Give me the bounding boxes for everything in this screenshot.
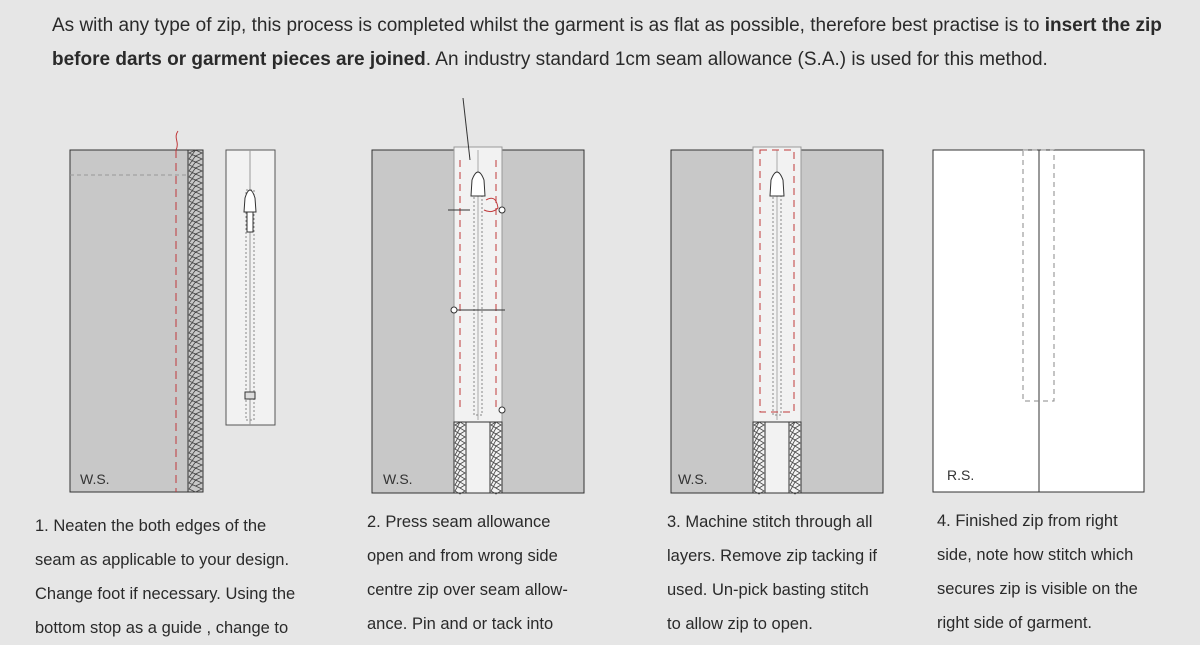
step-2-caption — [367, 505, 568, 641]
step-3-line-3: used. Un-pick basting stitch — [667, 581, 869, 599]
intro-bold-text: insert the zip before darts or garment pieces are joined — [52, 15, 1162, 70]
step-2-line-3: centre zip over seam allow- — [367, 581, 568, 599]
step-4-line-3: secures zip is visible on the — [937, 580, 1138, 598]
fig2-label: W.S. — [383, 471, 413, 487]
fig1-label: W.S. — [80, 471, 110, 487]
step-2-line-2: open and from wrong side — [367, 547, 558, 565]
intro-text-2: . An industry standard 1cm seam allowance (S.A.) is used for this method. — [425, 49, 1048, 70]
step-4-line-2: side, note how stitch which — [937, 546, 1134, 564]
step-1-line-3: Change foot if necessary. Using the — [35, 585, 296, 603]
intro-text-1: As with any type of zip, this process is completed whilst the garment is as flat as possible, therefore best practise is to — [52, 15, 1045, 36]
step-2-line-4: ance. Pin and or tack into — [367, 615, 554, 633]
step-1-caption — [35, 509, 295, 645]
step-2-line-1: 2. Press seam allowance — [367, 513, 551, 531]
step-3-line-4: to allow zip to open. — [667, 615, 813, 633]
step-3-caption — [667, 505, 877, 641]
step-4-line-4: right side of garment. — [937, 614, 1092, 632]
step-4-line-1: 4. Finished zip from right — [937, 512, 1118, 530]
step-3-line-2: layers. Remove zip tacking if — [667, 547, 877, 565]
fig4-label: R.S. — [947, 467, 975, 483]
step-1-line-1: 1. Neaten the both edges of the — [35, 517, 267, 535]
step-1-line-4: bottom stop as a guide , change to — [35, 619, 289, 637]
fig3-label: W.S. — [678, 471, 708, 487]
step-1-line-2: seam as applicable to your design. — [35, 551, 290, 569]
step-4-caption — [937, 504, 1138, 640]
step-3-line-1: 3. Machine stitch through all — [667, 513, 873, 531]
